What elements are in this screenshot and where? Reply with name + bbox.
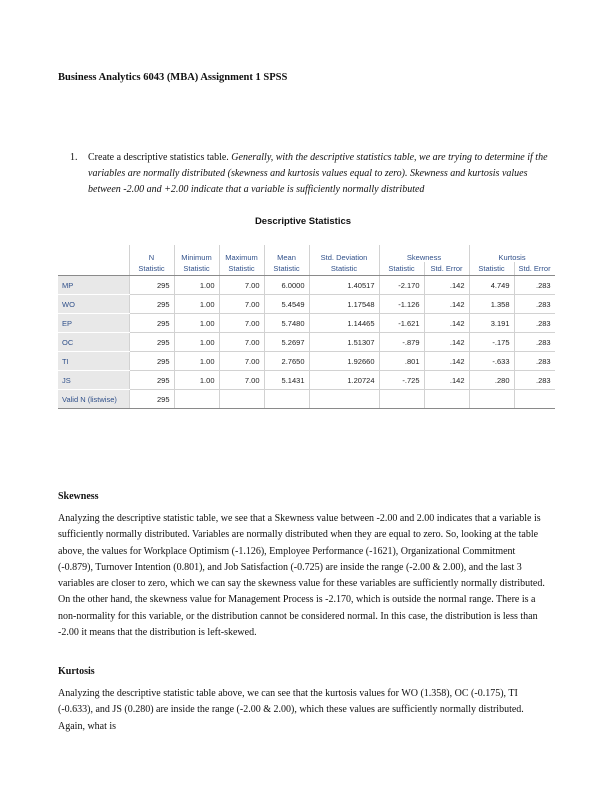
- table-cell: .801: [379, 352, 424, 371]
- table-cell: 1.51307: [309, 333, 379, 352]
- table-cell: 5.4549: [264, 295, 309, 314]
- table-body: [58, 276, 555, 409]
- table-cell: -1.126: [379, 295, 424, 314]
- corner-cell: [58, 245, 129, 262]
- col-header-mean: Mean: [264, 245, 309, 262]
- table-cell: 295: [129, 314, 174, 333]
- subheader: Statistic: [129, 262, 174, 276]
- table-cell: 1.00: [174, 276, 219, 295]
- table-cell: 5.1431: [264, 371, 309, 390]
- table-cell: 295: [129, 371, 174, 390]
- table-cell: .142: [424, 295, 469, 314]
- row-label: TI: [58, 352, 129, 371]
- table-cell: .283: [514, 276, 555, 295]
- table-cell: 7.00: [219, 314, 264, 333]
- table-cell: .142: [424, 333, 469, 352]
- table-title: Descriptive Statistics: [254, 216, 352, 227]
- table-row: [58, 276, 555, 295]
- skewness-paragraph: Analyzing the descriptive statistic table, we see that a Skewness value between -2.00 and 2.00 indicates that a variable is sufficiently normally distributed. Variables are normally distributed when they are equal to zero. So, looking at the table above, the values for Workplace Optimism (-1.126), Employee Performance (-1621), Organizational Commitment (-0.879), Turnover Intention (0.801), and Job Satisfaction (-0.725) are inside the range (-2.00 & 2.00), and the last 3 variables are closer to zero, which we can say the skewness value for these variables are sufficiently normally distributed. On the other hand, the skewness value for Management Process is -2.170, which is outside the normal range. There is a non-normality for this variable, or the distribution cannot be considered normal. In this case, the distribution is less than -2.00 it means that the distribution is left-skewed.: [58, 513, 545, 639]
- table-cell: 1.00: [174, 333, 219, 352]
- row-label: WO: [58, 295, 129, 314]
- item-italic: Generally, with the descriptive statistics table, we are trying to determine if the variables are normally distributed (skewness and kurtosis values equal to zero). Skewness and kurtosis values between -2.00 and +2.00 indicate that a variable is sufficiently normally distributed: [88, 152, 548, 195]
- table-cell: 3.191: [469, 314, 514, 333]
- subheader: Statistic: [174, 262, 219, 276]
- row-label: OC: [58, 333, 129, 352]
- item-text: [88, 150, 560, 198]
- table-cell: -.879: [379, 333, 424, 352]
- table-cell: .142: [424, 352, 469, 371]
- table-cell: 4.749: [469, 276, 514, 295]
- table-cell: 1.00: [174, 371, 219, 390]
- table-cell: 2.7650: [264, 352, 309, 371]
- table-cell: 1.358: [469, 295, 514, 314]
- kurtosis-heading: Kurtosis: [58, 666, 95, 677]
- table-cell: [264, 390, 309, 409]
- table-cell: 1.20724: [309, 371, 379, 390]
- table-row: [58, 314, 555, 333]
- table-cell: [469, 390, 514, 409]
- subheader: Statistic: [219, 262, 264, 276]
- row-label: EP: [58, 314, 129, 333]
- table-cell: [514, 390, 555, 409]
- col-header-kurtosis: Kurtosis: [469, 245, 555, 262]
- table-cell: [309, 390, 379, 409]
- table-cell: 7.00: [219, 276, 264, 295]
- col-header-minimum: Minimum: [174, 245, 219, 262]
- kurtosis-paragraph: Analyzing the descriptive statistic table above, we can see that the kurtosis values for WO (1.358), OC (-0.175), TI (-0.633), and JS (0.280) are inside the range (-2.00 & 2.00), which these values are sufficiently normally distributed. Again, what is: [58, 688, 524, 732]
- table-cell: 295: [129, 390, 174, 409]
- table-row: [58, 371, 555, 390]
- table-cell: 6.0000: [264, 276, 309, 295]
- row-label: MP: [58, 276, 129, 295]
- table-cell: -.175: [469, 333, 514, 352]
- col-header-std-deviation: Std. Deviation: [309, 245, 379, 262]
- table-cell: 1.00: [174, 352, 219, 371]
- subheader: Statistic: [379, 262, 424, 276]
- subheader: Statistic: [264, 262, 309, 276]
- table-cell: .283: [514, 371, 555, 390]
- table-cell: [219, 390, 264, 409]
- row-label: Valid N (listwise): [58, 390, 129, 409]
- table-cell: [174, 390, 219, 409]
- table-cell: 1.00: [174, 295, 219, 314]
- skewness-heading: Skewness: [58, 491, 99, 502]
- table-cell: 1.92660: [309, 352, 379, 371]
- table-cell: [424, 390, 469, 409]
- table-cell: .283: [514, 352, 555, 371]
- table-row: [58, 390, 555, 409]
- subheader: Std. Error: [424, 262, 469, 276]
- table-cell: .283: [514, 295, 555, 314]
- document-title: Business Analytics 6043 (MBA) Assignment 1 SPSS: [58, 72, 288, 83]
- table-cell: .283: [514, 314, 555, 333]
- table-cell: 1.00: [174, 314, 219, 333]
- corner-cell: [58, 262, 129, 276]
- table-cell: -1.621: [379, 314, 424, 333]
- table-cell: 1.40517: [309, 276, 379, 295]
- col-header-n: N: [129, 245, 174, 262]
- table-cell: 5.7480: [264, 314, 309, 333]
- item-lead: Create a descriptive statistics table.: [88, 152, 229, 163]
- subheader: Statistic: [309, 262, 379, 276]
- subheader: Statistic: [469, 262, 514, 276]
- table-cell: 7.00: [219, 352, 264, 371]
- table-cell: .283: [514, 333, 555, 352]
- table-cell: 1.17548: [309, 295, 379, 314]
- table-row: [58, 333, 555, 352]
- table-cell: 295: [129, 276, 174, 295]
- table-cell: -.633: [469, 352, 514, 371]
- table-cell: 7.00: [219, 295, 264, 314]
- table-cell: 7.00: [219, 371, 264, 390]
- item-number: 1.: [70, 152, 78, 163]
- descriptive-statistics-table: [58, 245, 555, 409]
- table-cell: -.725: [379, 371, 424, 390]
- col-header-skewness: Skewness: [379, 245, 469, 262]
- table-cell: -2.170: [379, 276, 424, 295]
- table-cell: 295: [129, 333, 174, 352]
- table-cell: 5.2697: [264, 333, 309, 352]
- col-header-maximum: Maximum: [219, 245, 264, 262]
- table-cell: .142: [424, 371, 469, 390]
- numbered-instruction: [70, 150, 560, 198]
- table-cell: 295: [129, 352, 174, 371]
- table-cell: .142: [424, 276, 469, 295]
- row-label: JS: [58, 371, 129, 390]
- table-cell: 1.14465: [309, 314, 379, 333]
- table-row: [58, 352, 555, 371]
- table-cell: 7.00: [219, 333, 264, 352]
- table-cell: .142: [424, 314, 469, 333]
- table-row: [58, 295, 555, 314]
- table-cell: 295: [129, 295, 174, 314]
- table-cell: [379, 390, 424, 409]
- subheader: Std. Error: [514, 262, 555, 276]
- table-cell: .280: [469, 371, 514, 390]
